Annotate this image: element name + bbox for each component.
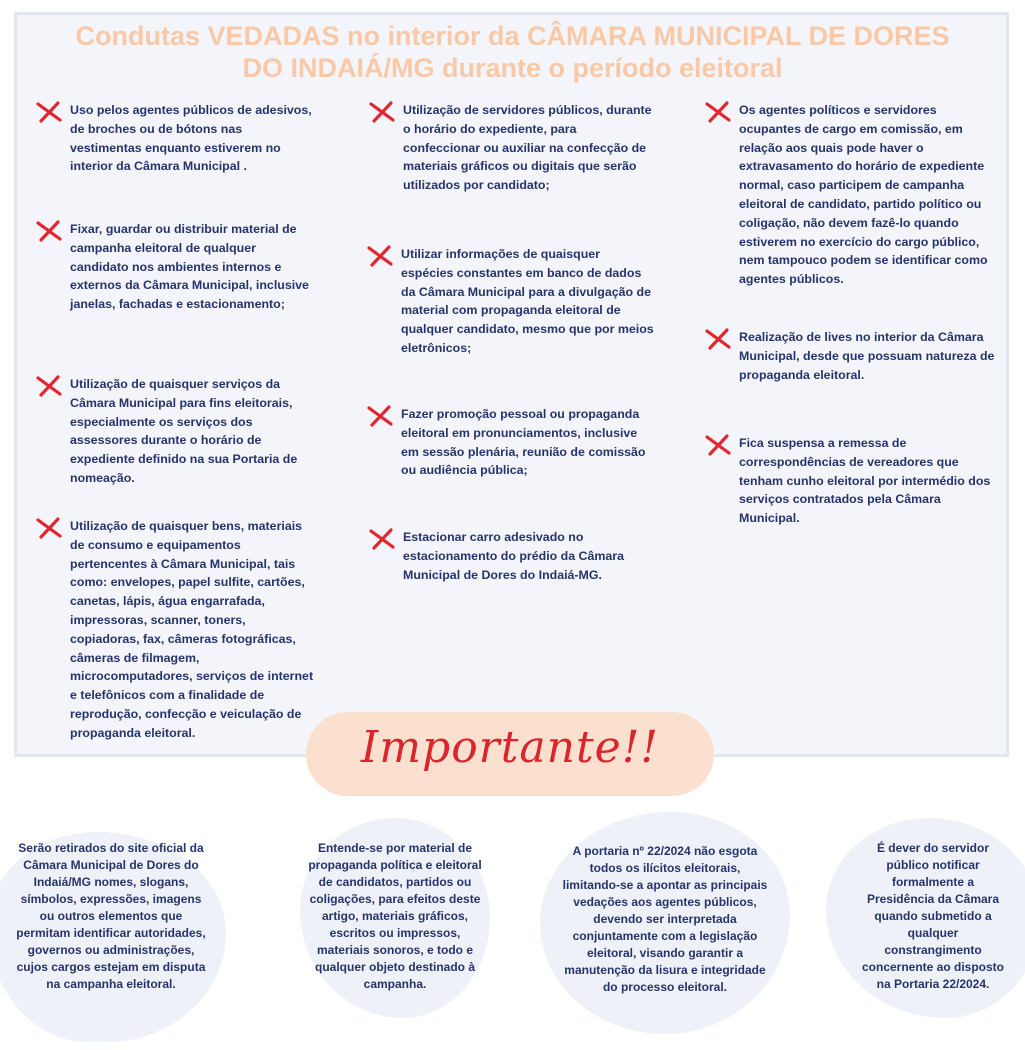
prohibited-item-text: Os agentes políticos e servidores ocupantes de cargo em comissão, em relação aos quais pode haver o extravasamento do horário de expediente normal, caso participem de campanha eleitoral de candidato, partido político ou coligação, não devem fazê-lo quando estiverem no exercício do cargo público, nem tampouco podem se identificar como agentes públicos. xyxy=(739,103,988,287)
prohibited-item-text: Utilização de servidores públicos, durante o horário do expediente, para confeccionar ou auxiliar na confecção de materiais gráficos ou digitais que serão utilizados por candidato; xyxy=(403,103,652,193)
prohibited-item xyxy=(36,375,316,488)
prohibited-item-text: Fixar, guardar ou distribuir material de campanha eleitoral de qualquer candidato nos ambientes internos e externos da Câmara Municipal, inclusive janelas, fachadas e estacionamento; xyxy=(70,222,309,312)
x-mark-icon xyxy=(705,328,731,350)
x-mark-icon xyxy=(36,375,62,397)
prohibited-item-text: Fica suspensa a remessa de correspondências de vereadores que tenham cunho eleitoral por intermédio dos serviços contratados pela Câmara Municipal. xyxy=(739,436,991,526)
x-mark-icon xyxy=(36,517,62,539)
note-card xyxy=(300,818,490,1018)
x-mark-icon xyxy=(367,245,393,267)
x-mark-icon xyxy=(36,220,62,242)
x-mark-icon xyxy=(369,528,395,550)
prohibited-item xyxy=(705,434,997,528)
note-text: A portaria nº 22/2024 não esgota todos os ilícitos eleitorais, limitando-se a apontar as principais vedações aos agentes públicos, devendo ser interpretada conjuntamente com a legislação eleitoral, visando garantir a manutenção da lisura e integridade do processo eleitoral. xyxy=(562,844,768,994)
important-label: Importante!! xyxy=(360,722,660,773)
note-text: Serão retirados do site oficial da Câmara Municipal de Dores do Indaiá/MG nomes, slogans, símbolos, expressões, imagens ou outros elementos que permitam identificar autoridades, governos ou administrações, cujos cargos estejam em disputa na campanha eleitoral. xyxy=(16,841,206,991)
prohibited-item xyxy=(705,328,997,384)
note-text: É dever do servidor público notificar formalmente a Presidência da Câmara quando submetido a qualquer constrangimento concernente ao disposto na Portaria 22/2024. xyxy=(861,841,1005,991)
prohibited-item xyxy=(369,528,654,584)
prohibited-item xyxy=(36,517,316,743)
x-mark-icon xyxy=(705,101,731,123)
x-mark-icon xyxy=(367,405,393,427)
note-card xyxy=(540,812,790,1034)
page-title: Condutas VEDADAS no interior da CÂMARA MUNICIPAL DE DORES DO INDAIÁ/MG durante o período eleitoral xyxy=(75,21,950,83)
prohibited-item xyxy=(36,220,316,314)
note-card xyxy=(826,818,1025,1018)
prohibited-item xyxy=(36,101,316,176)
x-mark-icon xyxy=(36,101,62,123)
prohibited-item-text: Uso pelos agentes públicos de adesivos, de broches ou de bótons nas vestimentas enquanto estiverem no interior da Câmara Municipal . xyxy=(70,103,312,174)
prohibited-item-text: Realização de lives no interior da Câmara Municipal, desde que possuam natureza de propaganda eleitoral. xyxy=(739,330,995,382)
prohibited-item xyxy=(705,101,997,289)
note-text: Entende-se por material de propaganda política e eleitoral de candidatos, partidos ou coligações, para efeitos deste artigo, materiais gráficos, escritos ou impressos, materiais sonoros, e todo e qualquer objeto destinado à campanha. xyxy=(308,841,482,991)
x-mark-icon xyxy=(705,434,731,456)
prohibited-item xyxy=(369,101,654,195)
note-card xyxy=(0,832,226,1042)
prohibited-item-text: Utilização de quaisquer bens, materiais de consumo e equipamentos pertencentes à Câmara Municipal, tais como: envelopes, papel sulfite, cartões, canetas, lápis, água engarrafada, impressoras, scanner, toners, copiadoras, fax, câmeras fotográficas, câmeras de filmagem, microcomputadores, serviços de internet e telefônicos com a finalidade de reprodução, confecção e veiculação de propaganda eleitoral. xyxy=(70,519,314,740)
prohibited-item xyxy=(367,405,655,480)
prohibited-item-text: Utilizar informações de quaisquer espécies constantes em banco de dados da Câmara Municipal para a divulgação de material com propaganda eleitoral de qualquer candidato, mesmo que por meios eletrônicos; xyxy=(401,247,654,355)
prohibited-item-text: Utilização de quaisquer serviços da Câmara Municipal para fins eleitorais, especialmente os serviços dos assessores durante o horário de expediente definido na sua Portaria de nomeação. xyxy=(70,377,298,485)
prohibited-item xyxy=(367,245,655,358)
prohibited-item-text: Fazer promoção pessoal ou propaganda eleitoral em pronunciamentos, inclusive em sessão plenária, reunião de comissão ou audiência pública; xyxy=(401,407,646,478)
x-mark-icon xyxy=(369,101,395,123)
prohibited-item-text: Estacionar carro adesivado no estacionamento do prédio da Câmara Municipal de Dores do Indaiá-MG. xyxy=(403,530,625,582)
